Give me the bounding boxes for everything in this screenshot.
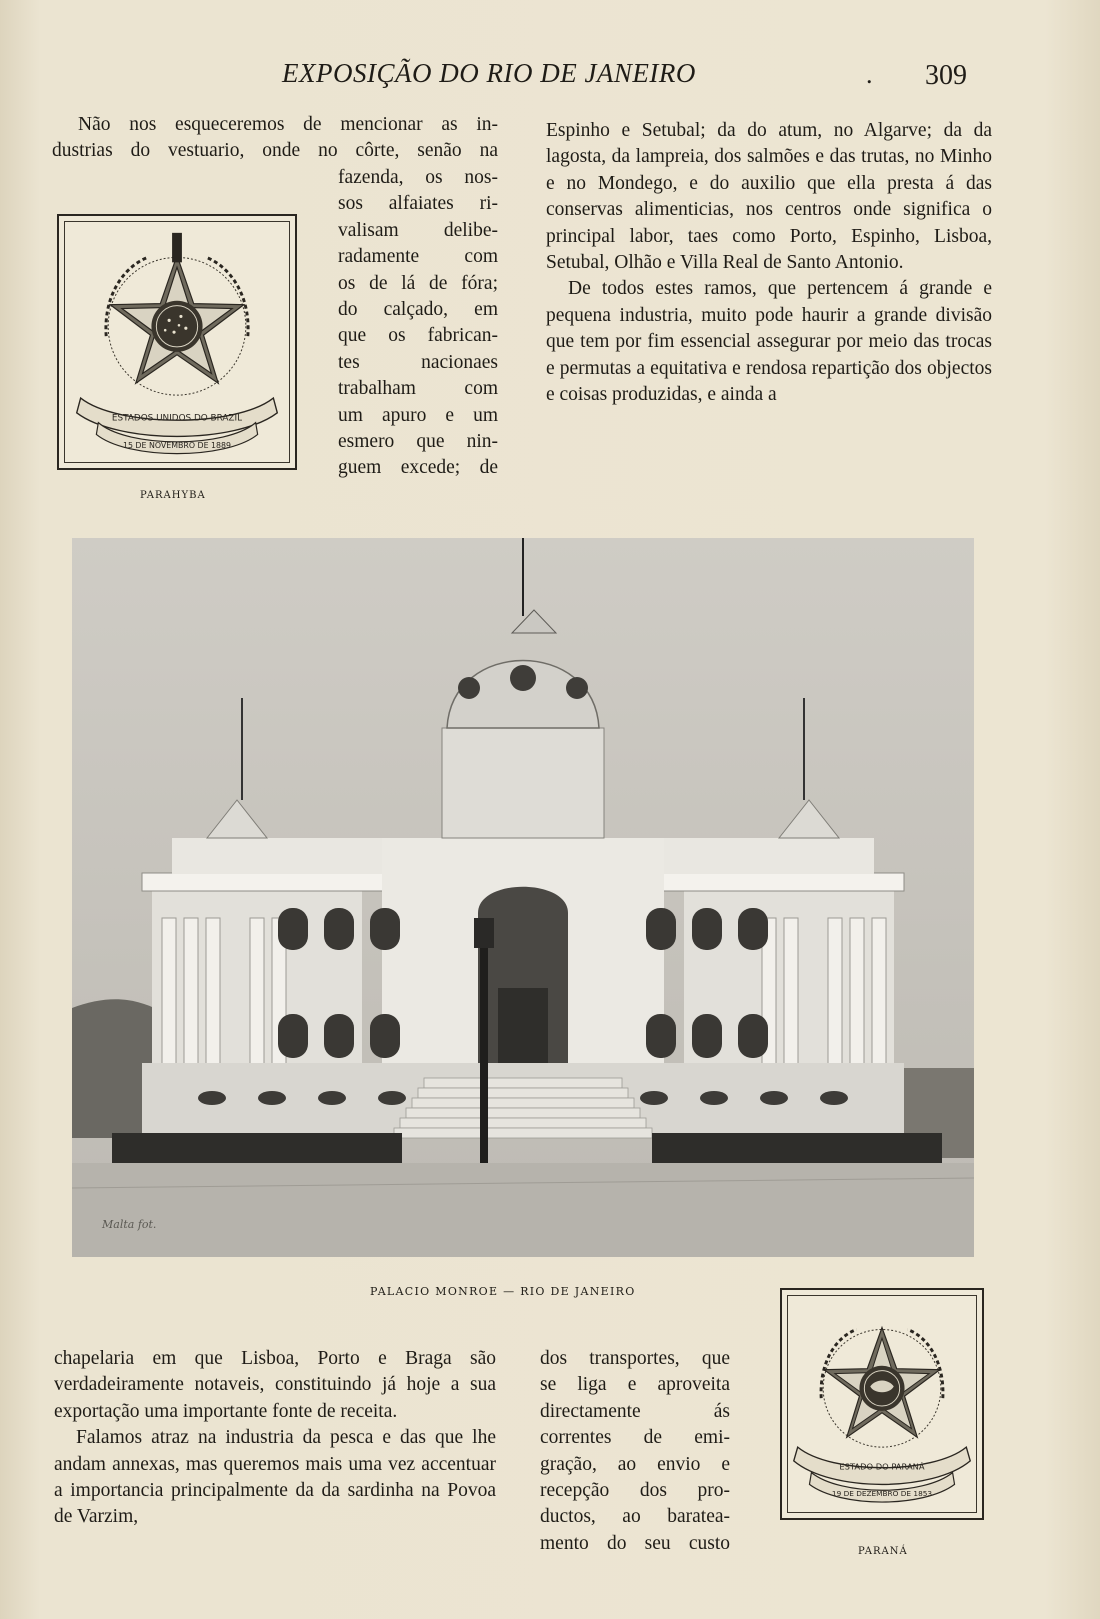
- emblem-ribbon-top-text: ESTADOS UNIDOS DO BRAZIL: [111, 413, 243, 424]
- emblem-ribbon-bottom-text: 15 DE NOVEMBRO DE 1889: [122, 441, 232, 451]
- text-line: trabalham com: [338, 378, 498, 400]
- coat-of-arms-icon: [59, 216, 295, 468]
- bottom-middle-column: [540, 1346, 730, 1557]
- emblem-ribbon-top-text: ESTADO DO PARANÁ: [839, 1461, 925, 1472]
- emblem-ribbon-bottom-text: 19 DE DEZEMBRO DE 1853: [831, 1489, 933, 1499]
- paragraph: Falamos atraz na industria da pesca e das que lhe andam annexas, mas queremos mais uma vez accentuar a importancia principalmente da da sardinha na Povoa de Varzim,: [54, 1427, 496, 1528]
- text-line: gração, ao envio e: [540, 1453, 730, 1475]
- paragraph: chapelaria em que Lisboa, Porto e Braga são verdadeiramente notaveis, constituindo já hoje a sua exportação uma importante fonte de receita.: [54, 1348, 496, 1422]
- text-line: ductos, ao baratea-: [540, 1506, 730, 1528]
- text-line: que os fabrican-: [338, 325, 498, 347]
- text-line: do calçado, em: [338, 299, 498, 321]
- text-line: Não nos esqueceremos de mencionar as in-: [78, 114, 498, 135]
- emblem-caption-parana: PARANÁ: [858, 1546, 908, 1557]
- top-left-column-narrow-lines: [338, 165, 498, 482]
- emblem-caption-parahyba: PARAHYBA: [140, 490, 206, 501]
- text-line: mento do seu custo: [540, 1532, 730, 1554]
- text-line: radamente com: [338, 246, 498, 268]
- building-photo-illustration: [72, 538, 974, 1257]
- text-line: os de lá de fóra;: [338, 272, 498, 294]
- paragraph: De todos estes ramos, que pertencem á grande e pequena industria, muito pode haurir a grande divisão que tem por fim essencial assegurar por meio das trocas e permutas a equitativa e rendosa repartição dos objectos e coisas produzidas, e ainda a: [546, 278, 992, 406]
- text-line: sos alfaiates ri-: [338, 193, 498, 215]
- coat-of-arms-icon: [782, 1290, 982, 1518]
- text-line: um apuro e um: [338, 404, 498, 426]
- text-line: correntes de emi-: [540, 1427, 730, 1449]
- text-line: valisam delibe-: [338, 219, 498, 241]
- text-line: se liga e aproveita: [540, 1374, 730, 1396]
- top-left-column-full-lines: [52, 112, 498, 165]
- photo-caption: PALACIO MONROE — RIO DE JANEIRO: [370, 1285, 636, 1298]
- paragraph: Espinho e Setubal; da do atum, no Algarve; da da lagosta, da lampreia, dos salmões e das trutas, no Minho e no Mondego, e do auxilio que ella presta á das conservas alimenticias, nos centros onde significa o principal labor, taes como Porto, Espinho, Lisboa, Setubal, Olhão e Villa Real de Santo Antonio.: [546, 120, 992, 274]
- running-header-title: EXPOSIÇÃO DO RIO DE JANEIRO: [282, 58, 696, 88]
- running-header-dot: .: [866, 60, 873, 89]
- emblem-parahyba: [57, 214, 297, 470]
- emblem-parana: [780, 1288, 984, 1520]
- top-right-column: [546, 118, 992, 408]
- photo-signature: Malta fot.: [102, 1218, 157, 1231]
- text-line: recepção dos pro-: [540, 1480, 730, 1502]
- bottom-left-column: [54, 1346, 496, 1531]
- text-line: tes nacionaes: [338, 351, 498, 373]
- text-line: guem excede; de: [338, 457, 498, 479]
- text-line: directamente ás: [540, 1400, 730, 1422]
- text-line: esmero que nin-: [338, 431, 498, 453]
- text-line: fazenda, os nos-: [338, 167, 498, 188]
- text-line: dustrias do vestuario, onde no côrte, senão na: [52, 140, 498, 162]
- photo-palacio-monroe: [72, 538, 974, 1257]
- text-line: dos transportes, que: [540, 1348, 730, 1369]
- page-number: 309: [925, 60, 967, 91]
